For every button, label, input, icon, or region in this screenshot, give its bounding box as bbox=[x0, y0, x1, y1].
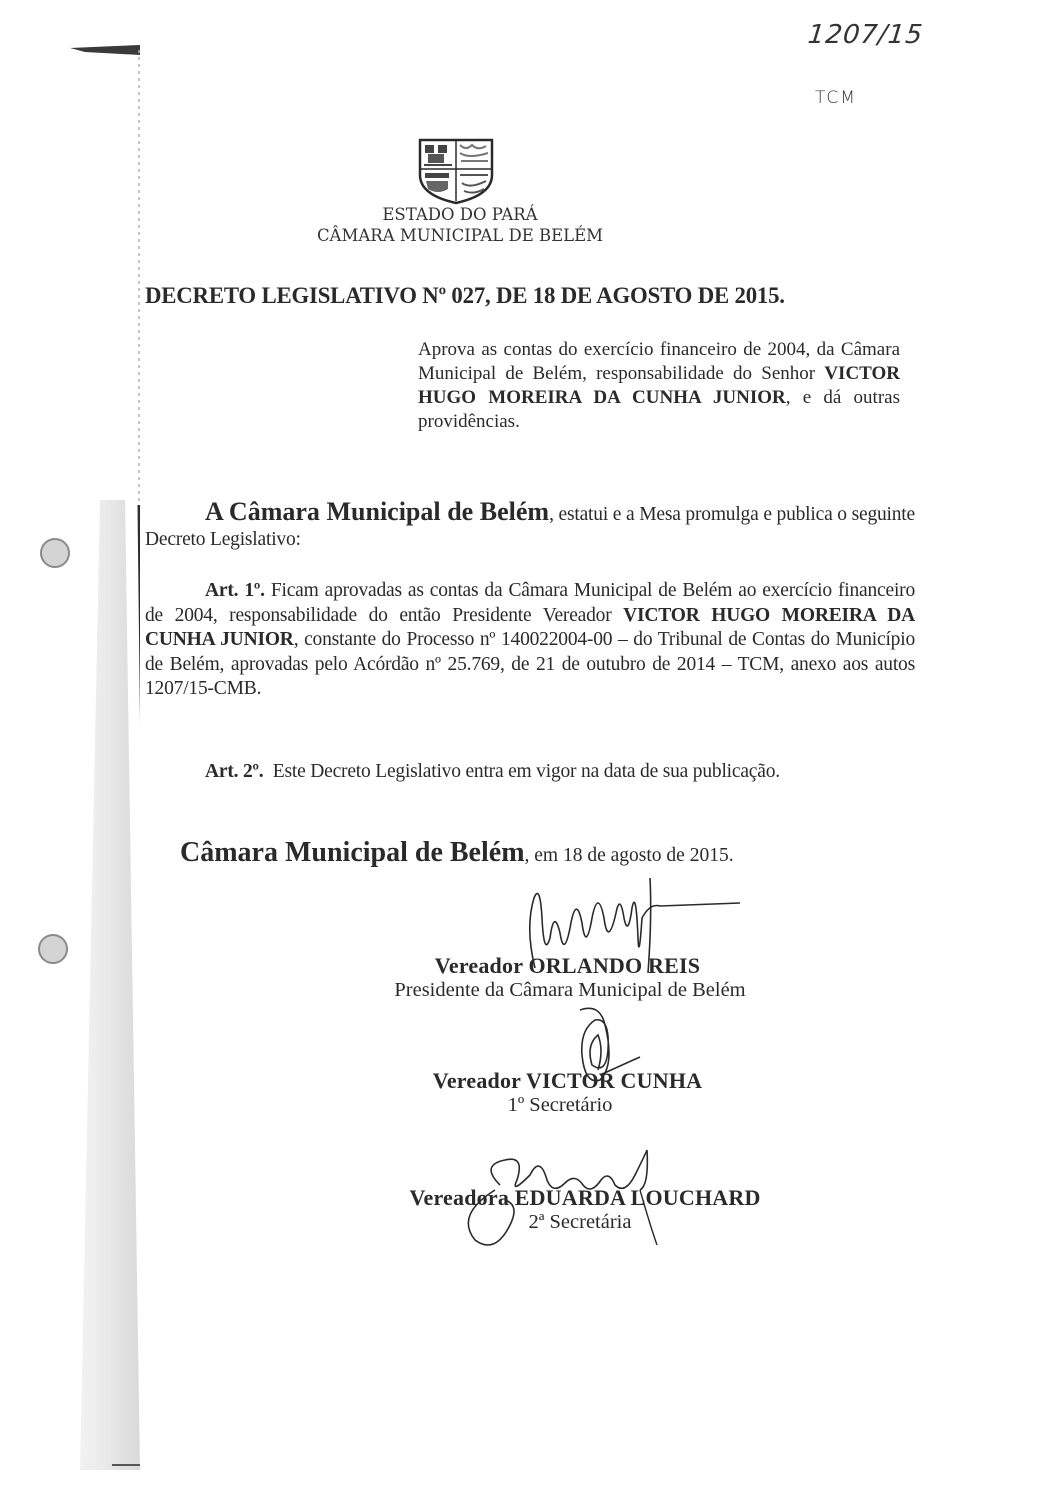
signatory-president bbox=[300, 953, 780, 1002]
decree-summary bbox=[418, 338, 900, 434]
closing-date: , em 18 de agosto de 2015. bbox=[524, 845, 734, 866]
header-state: ESTADO DO PARÁ bbox=[382, 205, 538, 224]
signatory-role: Presidente da Câmara Municipal de Belém bbox=[394, 979, 746, 1001]
signatory-role: 1º Secretário bbox=[507, 1094, 613, 1116]
closing-line bbox=[180, 837, 880, 869]
signatory-surname: ORLANDO REIS bbox=[528, 953, 701, 978]
signatory-surname: VICTOR CUNHA bbox=[526, 1068, 703, 1093]
article-text: Ficam aprovadas as contas da Câmara Municipal de Belém ao exercício financeiro de 2004, responsabilidade do então Presidente Vereador bbox=[145, 580, 916, 626]
article-label: Art. 1º. bbox=[205, 580, 265, 601]
signatory-name bbox=[300, 953, 780, 979]
signatory-title: Vereador bbox=[432, 1068, 527, 1093]
punch-hole bbox=[38, 934, 68, 964]
article-label: Art. 2º. bbox=[205, 761, 264, 782]
decree-title: DECRETO LEGISLATIVO Nº 027, DE 18 DE AGOSTO DE 2015. bbox=[145, 283, 785, 309]
preamble bbox=[145, 497, 915, 552]
signatory-role: 2ª Secretária bbox=[528, 1211, 632, 1233]
handwritten-reference: 1207/15 bbox=[806, 20, 925, 50]
summary-name: VICTOR HUGO MOREIRA DA CUNHA JUNIOR bbox=[418, 363, 900, 408]
signatory-surname: EDUARDA LOUCHARD bbox=[514, 1185, 761, 1210]
closing-lead: Câmara Municipal de Belém bbox=[180, 837, 525, 868]
signatory-first-secretary bbox=[300, 1068, 780, 1117]
paper-edge-line bbox=[70, 45, 140, 1470]
signatory-second-secretary bbox=[300, 1185, 780, 1234]
signatory-title: Vereador bbox=[434, 953, 529, 978]
article-2 bbox=[145, 760, 915, 785]
signatory-name bbox=[300, 1068, 780, 1094]
punch-hole bbox=[40, 538, 70, 568]
preamble-lead: A Câmara Municipal de Belém bbox=[205, 497, 550, 526]
summary-text-end: , e dá outras providências. bbox=[418, 387, 900, 432]
article-1 bbox=[145, 579, 915, 702]
signatory-title: Vereadora bbox=[409, 1185, 515, 1210]
article-text: Este Decreto Legislativo entra em vigor na data de sua publicação. bbox=[263, 761, 780, 782]
handwritten-origin: TCM bbox=[815, 88, 857, 108]
summary-text: Aprova as contas do exercício financeiro de 2004, da Câmara Municipal de Belém, responsabilidade do Senhor bbox=[418, 339, 900, 384]
article-text-end: , constante do Processo nº 140022004-00 – do Tribunal de Contas do Município de Belém, aprovadas pelo Acórdão nº 25.769, de 21 de outubro de 2014 – TCM, anexo aos autos 1207/15-CMB. bbox=[145, 629, 915, 699]
preamble-text: , estatui e a Mesa promulga e publica o seguinte Decreto Legislativo: bbox=[145, 504, 915, 550]
article-name: VICTOR HUGO MOREIRA DA CUNHA JUNIOR bbox=[145, 604, 915, 650]
signatory-name bbox=[300, 1185, 780, 1211]
header-institution: CÂMARA MUNICIPAL DE BELÉM bbox=[316, 226, 604, 245]
coat-of-arms-icon bbox=[414, 137, 498, 205]
